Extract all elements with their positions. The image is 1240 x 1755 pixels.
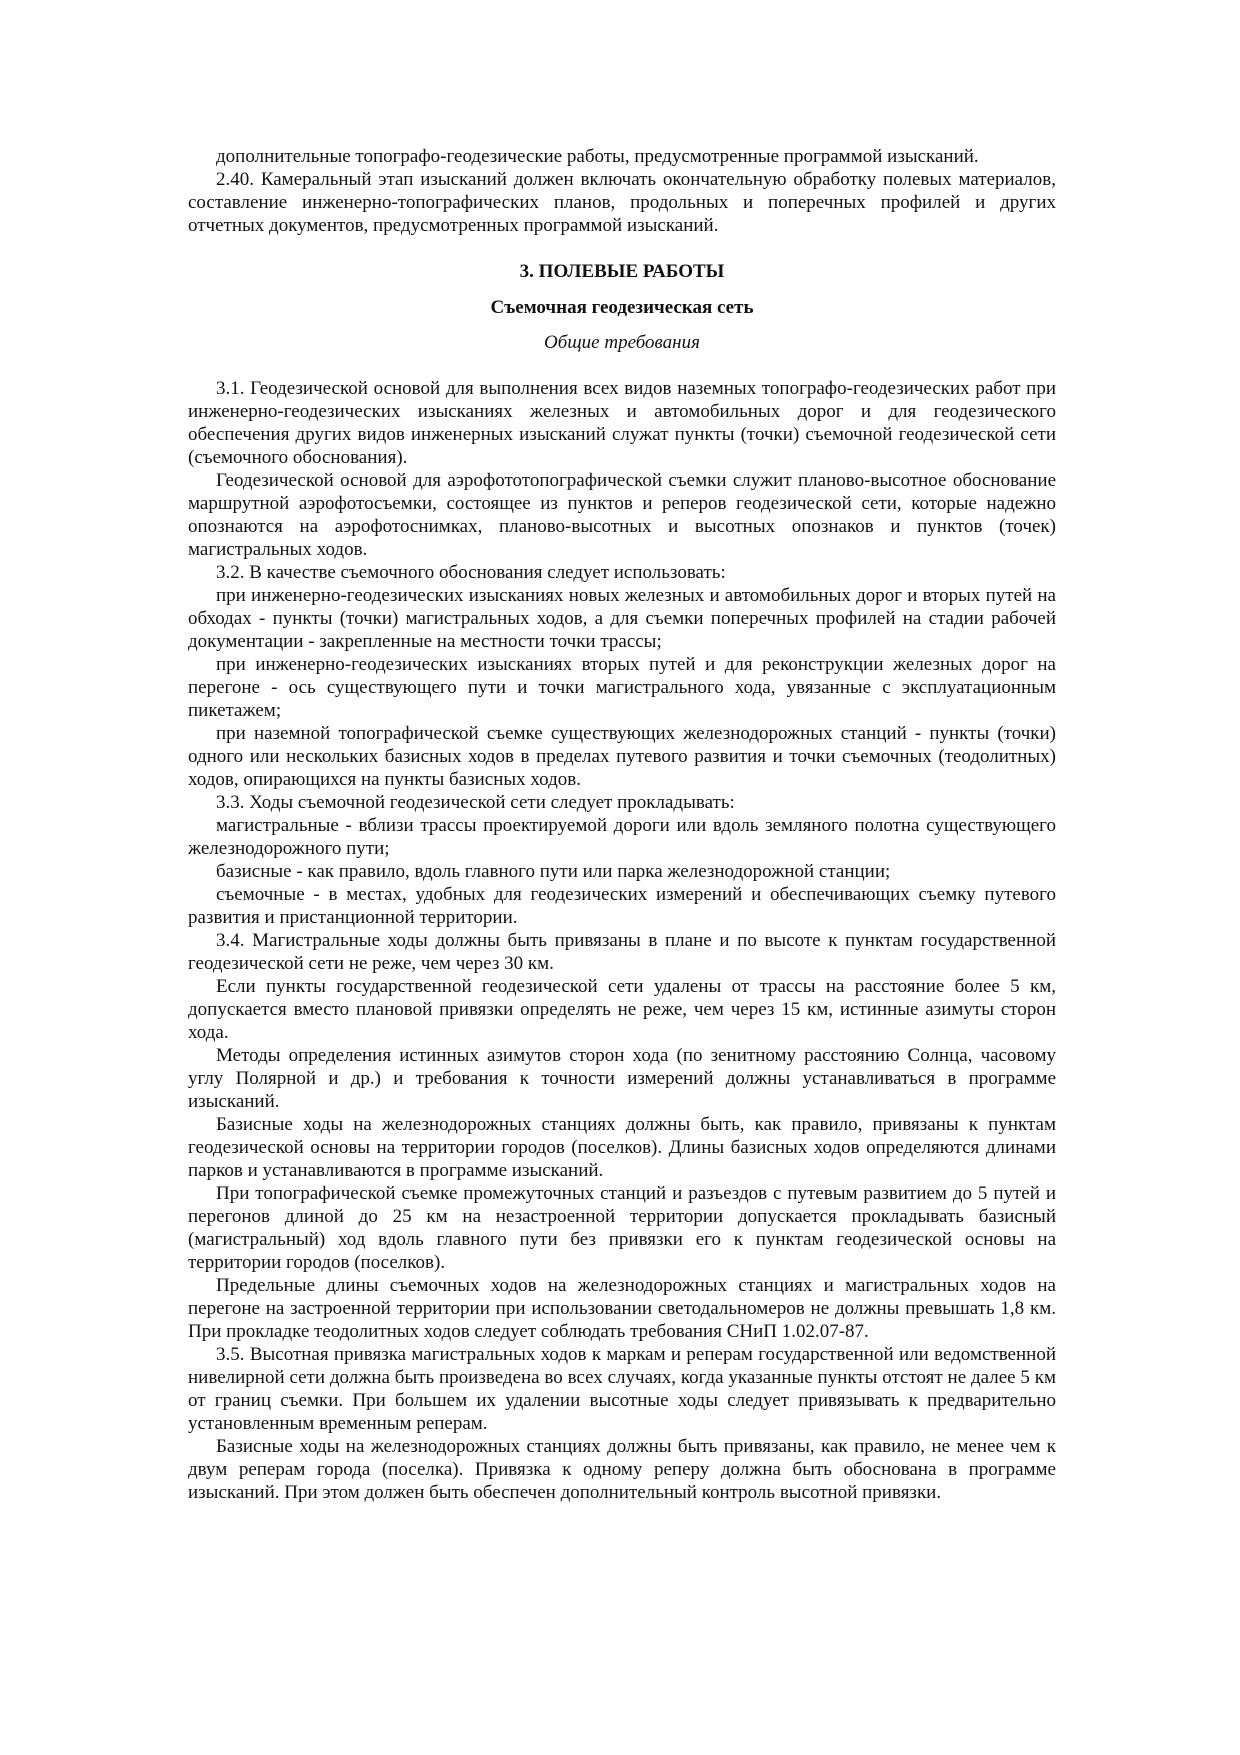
paragraph: 2.40. Камеральный этап изысканий должен включать окончательную обработку полевых материалов, составление инженерно-топографических планов, продольных и поперечных профилей и других отчетных документов, предусмотренных программой изысканий. <box>188 169 1056 236</box>
paragraph: при инженерно-геодезических изысканиях вторых путей и для реконструкции железных дорог на перегоне - ось существующего пути и точки магистрального хода, увязанные с эксплуатационным пикетажем; <box>188 654 1056 721</box>
paragraph: Базисные ходы на железнодорожных станциях должны быть, как правило, привязаны к пунктам геодезической основы на территории городов (поселков). Длины базисных ходов определяются длинами парков и устанавливаются в программе изысканий. <box>188 1114 1056 1181</box>
paragraph: Предельные длины съемочных ходов на железнодорожных станциях и магистральных ходов на перегоне на застроенной территории при использовании светодальномеров не должны превышать 1,8 км. При прокладке теодолитных ходов следует соблюдать требования СНиП 1.02.07-87. <box>188 1275 1056 1342</box>
sub-subsection-heading: Общие требования <box>544 332 700 353</box>
subsection-heading: Съемочная геодезическая сеть <box>490 297 754 318</box>
document-page <box>188 145 1056 1504</box>
paragraph: Методы определения истинных азимутов сторон хода (по зенитному расстоянию Солнца, часовому углу Полярной и др.) и требования к точности измерений должны устанавливаться в программе изысканий. <box>188 1045 1056 1112</box>
paragraph: 3.1. Геодезической основой для выполнения всех видов наземных топографо-геодезических работ при инженерно-геодезических изысканиях железных и автомобильных дорог и для геодезического обеспечения других видов инженерных изысканий служат пункты (точки) съемочной геодезической сети (съемочного обоснования). <box>188 378 1056 468</box>
paragraph: 3.2. В качестве съемочного обоснования следует использовать: <box>216 562 726 583</box>
paragraph: базисные - как правило, вдоль главного пути или парка железнодорожной станции; <box>216 861 891 882</box>
paragraph: 3.5. Высотная привязка магистральных ходов к маркам и реперам государственной или ведомственной нивелирной сети должна быть произведена во всех случаях, когда указанные пункты отстоят не далее 5 км от границ съемки. При большем их удалении высотные ходы следует привязывать к предварительно установленным временным реперам. <box>188 1344 1056 1434</box>
paragraph: съемочные - в местах, удобных для геодезических измерений и обеспечивающих съемку путевого развития и пристанционной территории. <box>188 884 1056 928</box>
intro-block <box>188 145 1056 237</box>
paragraph: 3.4. Магистральные ходы должны быть привязаны в плане и по высоте к пунктам государственной геодезической сети не реже, чем через 30 км. <box>188 930 1056 974</box>
body-text <box>188 377 1056 1504</box>
paragraph: дополнительные топографо-геодезические работы, предусмотренные программой изысканий. <box>216 146 979 167</box>
section-heading: 3. ПОЛЕВЫЕ РАБОТЫ <box>519 261 725 282</box>
paragraph: 3.3. Ходы съемочной геодезической сети следует прокладывать: <box>216 792 735 813</box>
paragraph: при наземной топографической съемке существующих железнодорожных станций - пункты (точки) одного или нескольких базисных ходов в пределах путевого развития и точки съемочных (теодолитных) ходов, опирающихся на пункты базисных ходов. <box>188 723 1056 790</box>
paragraph: Геодезической основой для аэрофототопографической съемки служит планово-высотное обоснование маршрутной аэрофотосъемки, состоящее из пунктов и реперов геодезической сети, которые надежно опознаются на аэрофотоснимках, планово-высотных и высотных опознаков и пунктов (точек) магистральных ходов. <box>188 470 1056 560</box>
paragraph: при инженерно-геодезических изысканиях новых железных и автомобильных дорог и вторых путей на обходах - пункты (точки) магистральных ходов, а для съемки поперечных профилей на стадии рабочей документации - закрепленные на местности точки трассы; <box>188 585 1056 652</box>
paragraph: Если пункты государственной геодезической сети удалены от трассы на расстояние более 5 км, допускается вместо плановой привязки определять не реже, чем через 15 км, истинные азимуты сторон хода. <box>188 976 1056 1043</box>
paragraph: При топографической съемке промежуточных станций и разъездов с путевым развитием до 5 путей и перегонов длиной до 25 км на незастроенной территории допускается прокладывать базисный (магистральный) ход вдоль главного пути без привязки его к пунктам геодезической основы на территории городов (поселков). <box>188 1183 1056 1273</box>
paragraph: Базисные ходы на железнодорожных станциях должны быть привязаны, как правило, не менее чем к двум реперам города (поселка). Привязка к одному реперу должна быть обоснована в программе изысканий. При этом должен быть обеспечен дополнительный контроль высотной привязки. <box>188 1436 1056 1503</box>
paragraph: магистральные - вблизи трассы проектируемой дороги или вдоль земляного полотна существующего железнодорожного пути; <box>188 815 1056 859</box>
